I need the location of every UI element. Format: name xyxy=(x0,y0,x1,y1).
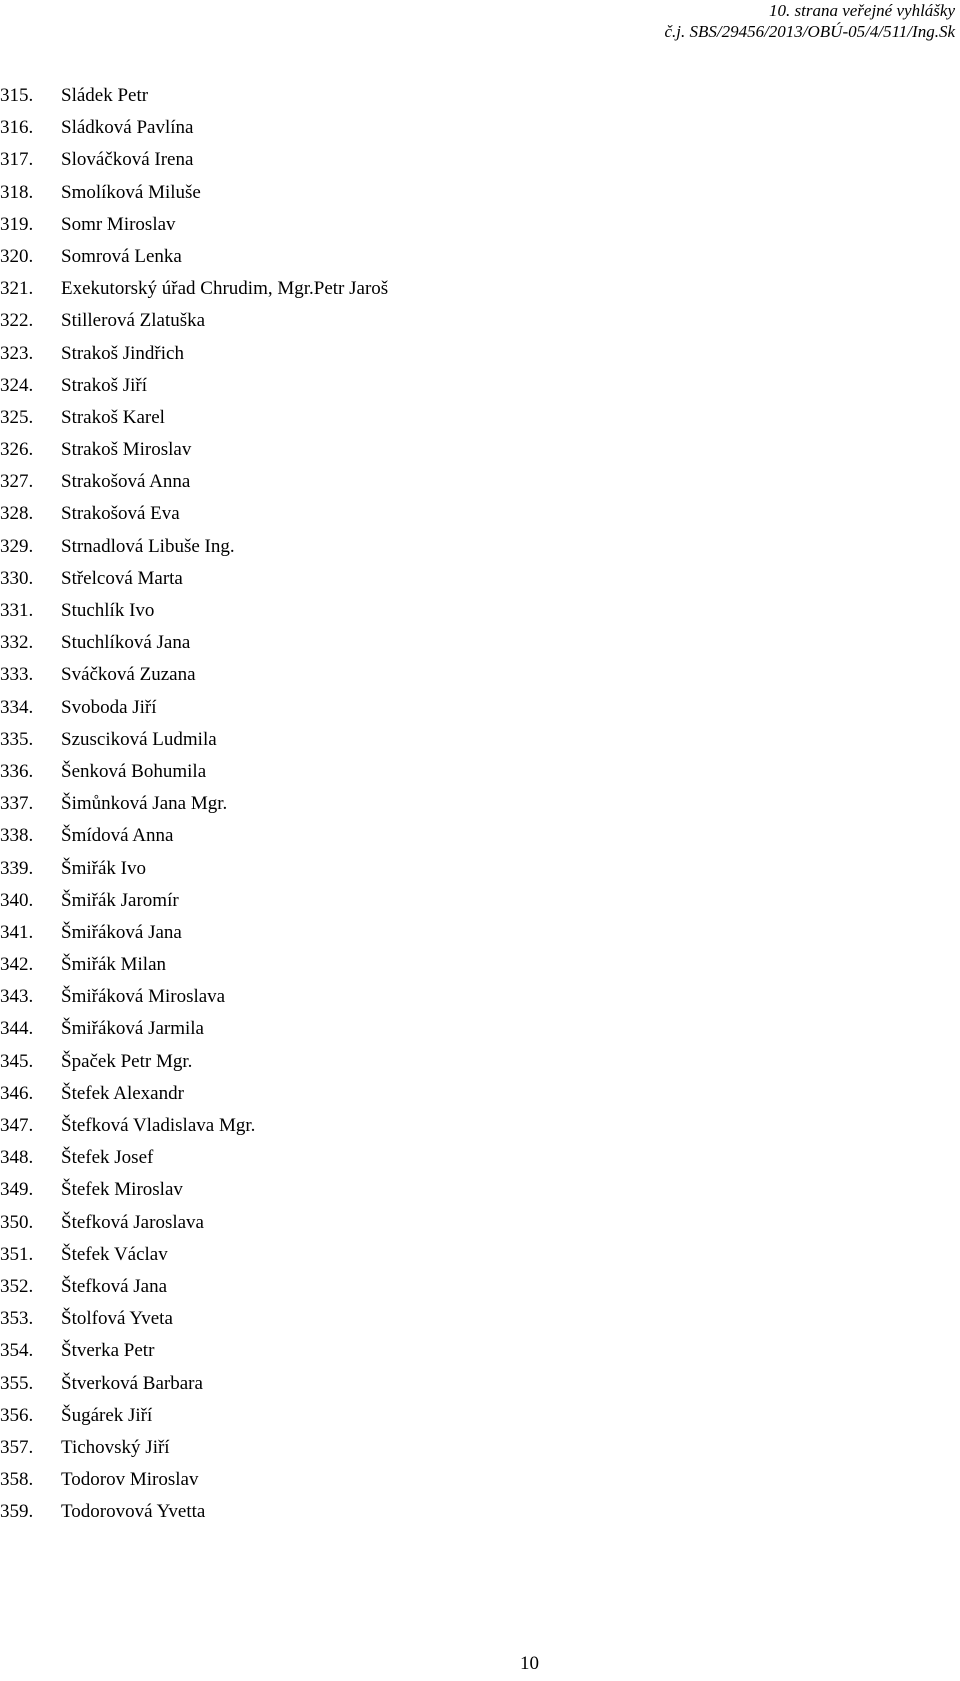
list-item-name: Šmídová Anna xyxy=(61,825,174,847)
list-item-number: 317. xyxy=(0,149,34,171)
list-item-name: Strakoš Jindřich xyxy=(61,342,184,364)
list-item-number: 332. xyxy=(0,632,34,654)
list-item-number: 319. xyxy=(0,213,34,235)
list-item-name: Štolfová Yveta xyxy=(61,1308,173,1330)
list-item-name: Štefek Alexandr xyxy=(61,1082,184,1104)
list-item-name: Tichovský Jiří xyxy=(61,1436,170,1458)
list-item-name: Štefek Josef xyxy=(61,1147,154,1169)
list-item-name: Šmiřák Milan xyxy=(61,954,167,976)
list-item-number: 344. xyxy=(0,1018,34,1040)
list-item-name: Strakoš Karel xyxy=(61,406,165,428)
list-item-number: 358. xyxy=(0,1469,34,1491)
list-item-number: 356. xyxy=(0,1404,34,1426)
list-item-name: Šmiřák Ivo xyxy=(61,857,146,879)
list-item-name: Strakošová Eva xyxy=(61,503,180,525)
list-item-number: 359. xyxy=(0,1501,34,1523)
list-item-number: 327. xyxy=(0,471,34,493)
list-item-name: Štefková Jana xyxy=(61,1275,168,1297)
list-item-number: 337. xyxy=(0,793,34,815)
list-item-name: Šugárek Jiří xyxy=(61,1404,153,1426)
list-item-name: Štverka Petr xyxy=(61,1340,155,1362)
list-item-number: 349. xyxy=(0,1179,34,1201)
list-item-name: Exekutorský úřad Chrudim, Mgr.Petr Jaroš xyxy=(61,278,389,300)
list-item-number: 315. xyxy=(0,85,34,106)
list-item-name: Somr Miroslav xyxy=(61,213,176,235)
list-item-number: 316. xyxy=(0,117,34,139)
list-item-number: 321. xyxy=(0,278,34,300)
list-item-number: 354. xyxy=(0,1340,34,1362)
list-item-name: Todorov Miroslav xyxy=(61,1469,199,1491)
header-line-notice: 10. strana veřejné vyhlášky xyxy=(769,1,955,20)
list-item-number: 328. xyxy=(0,503,34,525)
page-header xyxy=(664,0,955,42)
list-item-number: 339. xyxy=(0,857,34,879)
list-item-number: 342. xyxy=(0,954,34,976)
list-item-number: 341. xyxy=(0,921,34,943)
list-item-name: Strakoš Jiří xyxy=(61,374,148,396)
list-item-name: Sládková Pavlína xyxy=(61,117,194,139)
list-item-number: 334. xyxy=(0,696,34,718)
list-item-number: 335. xyxy=(0,728,34,750)
list-item-number: 331. xyxy=(0,600,34,621)
list-item-number: 353. xyxy=(0,1308,34,1330)
list-item-number: 346. xyxy=(0,1082,34,1104)
list-item-name: Strakoš Miroslav xyxy=(61,439,192,461)
list-item-number: 323. xyxy=(0,342,34,364)
list-item-name: Šmiřáková Miroslava xyxy=(61,986,226,1008)
list-item-name: Štefek Václav xyxy=(61,1243,168,1265)
list-item-number: 329. xyxy=(0,535,34,557)
list-item-name: Stuchlík Ivo xyxy=(61,600,155,621)
list-item-number: 322. xyxy=(0,310,34,332)
list-item-name: Sládek Petr xyxy=(61,85,149,106)
list-item-number: 357. xyxy=(0,1436,34,1458)
list-item-number: 351. xyxy=(0,1243,34,1265)
list-item-number: 355. xyxy=(0,1372,34,1394)
list-item-number: 336. xyxy=(0,760,34,782)
list-item-name: Todorovová Yvetta xyxy=(61,1501,206,1523)
list-item-name: Štefková Vladislava Mgr. xyxy=(61,1115,256,1136)
list-item-number: 324. xyxy=(0,374,34,396)
list-item-name: Stuchlíková Jana xyxy=(61,632,191,654)
list-item-name: Strakošová Anna xyxy=(61,471,191,493)
list-item-name: Szusciková Ludmila xyxy=(61,728,217,750)
list-item-name: Štverková Barbara xyxy=(61,1372,203,1394)
list-item-number: 338. xyxy=(0,825,34,847)
list-item-name: Sváčková Zuzana xyxy=(61,664,196,686)
list-item-number: 333. xyxy=(0,664,34,686)
list-item-name: Špaček Petr Mgr. xyxy=(61,1050,193,1072)
list-item-number: 320. xyxy=(0,245,34,267)
list-item-name: Střelcová Marta xyxy=(61,567,183,589)
list-item-number: 347. xyxy=(0,1115,34,1136)
list-item-name: Šmiřáková Jana xyxy=(61,921,182,943)
list-item-name: Somrová Lenka xyxy=(61,245,182,267)
list-item-number: 348. xyxy=(0,1147,34,1169)
list-item-name: Štefek Miroslav xyxy=(61,1179,183,1201)
list-item-name: Smolíková Miluše xyxy=(61,181,201,203)
list-item-number: 325. xyxy=(0,406,34,428)
list-item-name: Šmiřáková Jarmila xyxy=(61,1018,204,1040)
page-number: 10 xyxy=(520,1653,539,1674)
list-item-name: Šmiřák Jaromír xyxy=(61,889,179,911)
list-item-number: 350. xyxy=(0,1211,34,1233)
list-item-number: 352. xyxy=(0,1275,34,1297)
list-item-number: 330. xyxy=(0,567,34,589)
header-line-reference: č.j. SBS/29456/2013/OBÚ-05/4/511/Ing.Sk xyxy=(664,22,955,41)
list-item-number: 340. xyxy=(0,889,34,911)
list-item-number: 343. xyxy=(0,986,34,1008)
list-item-name: Slováčková Irena xyxy=(61,149,194,171)
list-item-name: Šenková Bohumila xyxy=(61,760,207,782)
list-item-number: 345. xyxy=(0,1050,34,1072)
list-item-number: 318. xyxy=(0,181,34,203)
list-item-name: Šimůnková Jana Mgr. xyxy=(61,793,228,815)
list-item-name: Strnadlová Libuše Ing. xyxy=(61,535,235,557)
list-item-name: Svoboda Jiří xyxy=(61,696,157,718)
list-item-name: Štefková Jaroslava xyxy=(61,1211,204,1233)
list-item-number: 326. xyxy=(0,439,34,461)
list-item-name: Stillerová Zlatuška xyxy=(61,310,206,332)
